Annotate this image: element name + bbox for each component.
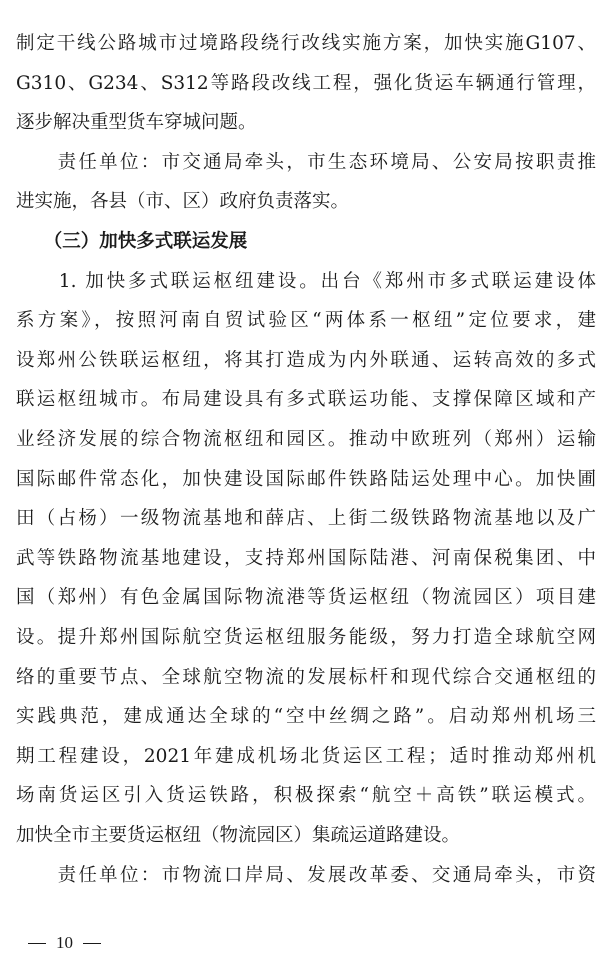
text-line: 国（郑州）有色金属国际物流港等货运枢纽（物流园区）项目建 bbox=[16, 587, 596, 609]
text-line: 设郑州公铁联运枢纽，将其打造成为内外联通、运转高效的多式 bbox=[16, 349, 596, 371]
text-line: 实践典范，建成通达全球的“空中丝绸之路”。启动郑州机场三 bbox=[16, 706, 596, 728]
text-line: 责任单位：市物流口岸局、发展改革委、交通局牵头，市资 bbox=[16, 864, 596, 886]
text-line: 联运枢纽城市。布局建设具有多式联运功能、支撑保障区域和产 bbox=[16, 389, 596, 411]
footer-dash-left bbox=[28, 943, 46, 944]
text-line: 系方案》，按照河南自贸试验区“两体系一枢纽”定位要求，建 bbox=[16, 310, 596, 332]
text-line: 络的重要节点、全球航空物流的发展标杆和现代综合交通枢纽的 bbox=[16, 666, 596, 688]
text-line: 业经济发展的综合物流枢纽和园区。推动中欧班列（郑州）运输 bbox=[16, 429, 596, 450]
text-line: 责任单位：市交通局牵头，市生态环境局、公安局按职责推 bbox=[16, 151, 596, 173]
text-line: 进实施，各县（市、区）政府负责落实。 bbox=[16, 191, 350, 213]
page-footer bbox=[28, 932, 101, 954]
text-line: 田（占杨）一级物流基地和薛店、上街二级铁路物流基地以及广 bbox=[16, 508, 596, 530]
text-line: 逐步解决重型货车穿城问题。 bbox=[16, 112, 257, 134]
text-line: 制定干线公路城市过境路段绕行改线实施方案，加快实施G107、 bbox=[16, 33, 596, 54]
section-heading: （三）加快多式联运发展 bbox=[16, 231, 248, 252]
text-line: 设。提升郑州国际航空货运枢纽服务能级，努力打造全球航空网 bbox=[16, 627, 596, 648]
text-line: 场南货运区引入货运铁路，积极探索“航空＋高铁”联运模式。 bbox=[16, 785, 596, 807]
text-line: 期工程建设，2021年建成机场北货运区工程；适时推动郑州机 bbox=[16, 745, 596, 767]
text-line: 武等铁路物流基地建设，支持郑州国际陆港、河南保税集团、中 bbox=[16, 547, 596, 569]
text-line: 国际邮件常态化，加快建设国际邮件铁路陆运处理中心。加快圃 bbox=[16, 468, 596, 490]
footer-dash-right bbox=[83, 943, 101, 944]
text-line: 加快全市主要货运枢纽（物流园区）集疏运道路建设。 bbox=[16, 825, 461, 846]
text-line: G310、G234、S312等路段改线工程，强化货运车辆通行管理， bbox=[16, 72, 596, 94]
text-line: 1. 加快多式联运枢纽建设。出台《郑州市多式联运建设体 bbox=[16, 270, 596, 292]
page-number: 10 bbox=[56, 933, 73, 952]
